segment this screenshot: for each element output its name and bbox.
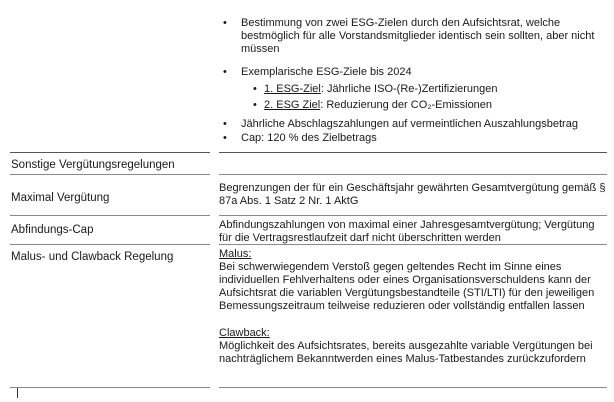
esg-target-2-label: 2. ESG Ziel: [264, 99, 321, 111]
divider: [219, 244, 607, 245]
row-label-maximal: Maximal Vergütung: [11, 192, 110, 204]
bullet-dot: •: [253, 99, 257, 111]
clawback-text: Möglichkeit des Aufsichtsrates, bereits ausgezahlte variable Vergütungen bei nachträglichem Bekanntwerden eines Malus-Tatbestandes zurückzufordern: [219, 340, 593, 365]
bullet-dot: •: [223, 66, 227, 78]
bullet-esg-targets: [223, 17, 603, 56]
row-value-maximal: Begrenzungen der für ein Geschäftsjahr gewährten Gesamtvergütung gemäß § 87a Abs. 1 Satz 2 Nr. 1 AktG: [219, 182, 606, 207]
bullet-text: Cap: 120 % des Zielbetrags: [241, 132, 377, 144]
bullet-dot: •: [223, 132, 227, 144]
bullet-text: Bestimmung von zwei ESG-Zielen durch den Aufsichtsrat, welche bestmöglich für alle Vorstandsmitglieder identisch sein sollten, aber nicht müssen: [241, 17, 595, 55]
divider: [10, 387, 210, 388]
malus-text: Bei schwerwiegendem Verstoß gegen geltendes Recht im Sinne eines individuellen Fehlverhaltens oder eines Organisationsverschuldens kann der Aufsichtsrat die variablen Vergütungsbestandteile (STI/LTI) für den jeweiligen Bemessungszeitraum teilweise reduzieren oder vollständig entfallen lassen: [219, 261, 595, 312]
divider: [10, 244, 210, 245]
clawback-title: Clawback:: [219, 327, 270, 339]
bullet-text: Jährliche Abschlagszahlungen auf vermeintlichen Auszahlungsbetrag: [241, 118, 578, 130]
bullet-dot: •: [223, 118, 227, 130]
divider: [219, 215, 607, 216]
divider: [10, 152, 210, 153]
bullet-dot: •: [223, 17, 227, 29]
malus-title: Malus:: [219, 248, 252, 260]
divider: [10, 215, 210, 216]
bullet-example-esg: [223, 66, 603, 79]
bullet-dot: •: [253, 83, 257, 95]
divider: [219, 387, 607, 388]
esg-target-2-text: : Reduzierung der CO₂-Emissionen: [320, 99, 493, 111]
cursor-mark: [17, 388, 18, 398]
esg-target-1-text: : Jährliche ISO-(Re-)Zertifizierungen: [320, 83, 498, 95]
row-label-malus: Malus- und Clawback Regelung: [11, 251, 174, 263]
sub-bullet-esg-2: [253, 99, 492, 112]
divider: [219, 174, 607, 175]
esg-target-1-label: 1. ESG-Ziel: [264, 83, 321, 95]
bullet-cap: [223, 132, 603, 145]
bullet-advance-payments: [223, 118, 603, 131]
row-label-abfindung: Abfindungs-Cap: [11, 224, 94, 236]
row-label-sonstige: Sonstige Vergütungsregelungen: [11, 159, 175, 171]
row-value-abfindung: Abfindungszahlungen von maximal einer Jahresgesamtvergütung; Vergütung für die Vertragsrestlaufzeit darf nicht überschritten werden: [219, 219, 595, 244]
bullet-text: Exemplarische ESG-Ziele bis 2024: [241, 66, 412, 78]
sub-bullet-esg-1: [253, 83, 498, 96]
divider: [10, 174, 210, 175]
divider: [219, 152, 607, 153]
